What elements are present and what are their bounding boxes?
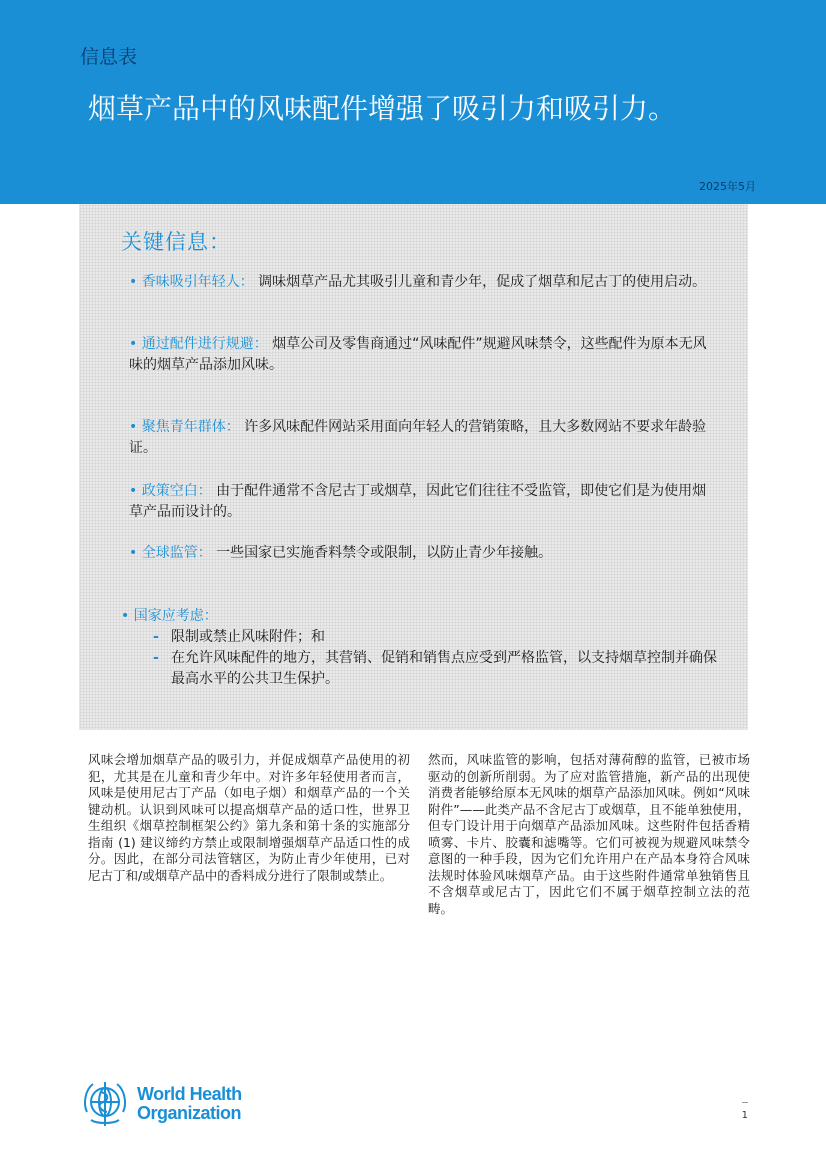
dash-bullet-icon: - [153, 629, 159, 645]
org-name [137, 1085, 242, 1123]
key-point-text: 许多风味配件网站采用面向年轻人的营销策略，且大多数网站不要求年龄验证。 [129, 419, 707, 456]
who-emblem-icon [79, 1078, 131, 1130]
key-point-flavour-appeal [129, 272, 709, 293]
consideration-item [121, 627, 721, 648]
header-banner [0, 0, 826, 204]
countries-should-consider [121, 606, 721, 690]
key-point-text: 烟草公司及零售商通过“风味配件”规避风味禁令，这些配件为原本无风味的烟草产品添加风味。 [129, 336, 707, 373]
page-title: 烟草产品中的风味配件增强了吸引力和吸引力。 [88, 92, 677, 125]
key-point-label: • 通过配件进行规避： [129, 336, 268, 352]
key-point-label: • 聚焦青年群体： [129, 419, 240, 435]
key-point-text: 由于配件通常不含尼古丁或烟草，因此它们往往不受监管，即使它们是为使用烟草产品而设计的。 [129, 483, 707, 520]
key-point-label: • 香味吸引年轻人： [129, 274, 254, 290]
considerations-label: • 国家应考虑： [121, 608, 218, 624]
consideration-text: 限制或禁止风味附件；和 [171, 629, 325, 645]
key-point-circumvention [129, 334, 709, 376]
page-divider [742, 1102, 748, 1103]
key-point-label: • 政策空白： [129, 483, 212, 499]
key-information-box [79, 204, 748, 730]
key-point-youth-focus [129, 417, 709, 459]
key-point-text: 调味烟草产品尤其吸引儿童和青少年，促成了烟草和尼古丁的使用启动。 [258, 274, 707, 290]
publication-date: 2025年5月 [699, 180, 756, 193]
key-point-global-regulation [129, 543, 709, 564]
body-column-left: 风味会增加烟草产品的吸引力，并促成烟草产品使用的初犯，尤其是在儿童和青少年中。对许多年轻使用者而言，风味是使用尼古丁产品（如电子烟）和烟草产品的一个关键动机。认识到风味可以提高烟草产品的适口性，世界卫生组织《烟草控制框架公约》第九条和第十条的实施部分指南 (1) 建议缔约方禁止或限制增强烟草产品适口性的成分。因此，在部分司法管辖区，为防止青少年使用，已对尼古丁和/或烟草产品中的香料成分进行了限制或禁止。 [88, 752, 410, 883]
who-logo [79, 1078, 242, 1130]
key-point-policy-gap [129, 481, 709, 523]
key-point-label: • 全球监管： [129, 545, 212, 561]
body-column-right: 然而，风味监管的影响，包括对薄荷醇的监管，已被市场驱动的创新所削弱。为了应对监管措施，新产品的出现使消费者能够给原本无风味的烟草产品添加风味。例如“风味附件”——此类产品不含尼古丁或烟草，且不能单独使用，但专门设计用于向烟草产品添加风味。这些附件包括香精喷雾、卡片、胶囊和滤嘴等。它们可被视为规避风味禁令意图的一种手段，因为它们允许用户在产品本身符合风味法规时体验风味烟草产品。由于这些附件通常单独销售且不含烟草或尼古丁，因此它们不属于烟草控制立法的范畴。 [428, 752, 750, 916]
key-info-heading: 关键信息： [121, 230, 231, 254]
document-type: 信息表 [80, 46, 138, 68]
consideration-text: 在允许风味配件的地方，其营销、促销和销售点应受到严格监管，以支持烟草控制并确保最高水平的公共卫生保护。 [171, 650, 717, 687]
consideration-item [121, 648, 721, 690]
dash-bullet-icon: - [153, 650, 159, 666]
org-name-line2: Organization [137, 1103, 242, 1123]
page-number: 1 [741, 1110, 748, 1121]
key-point-text: 一些国家已实施香料禁令或限制，以防止青少年接触。 [216, 545, 553, 561]
org-name-line1: World Health [137, 1084, 242, 1104]
